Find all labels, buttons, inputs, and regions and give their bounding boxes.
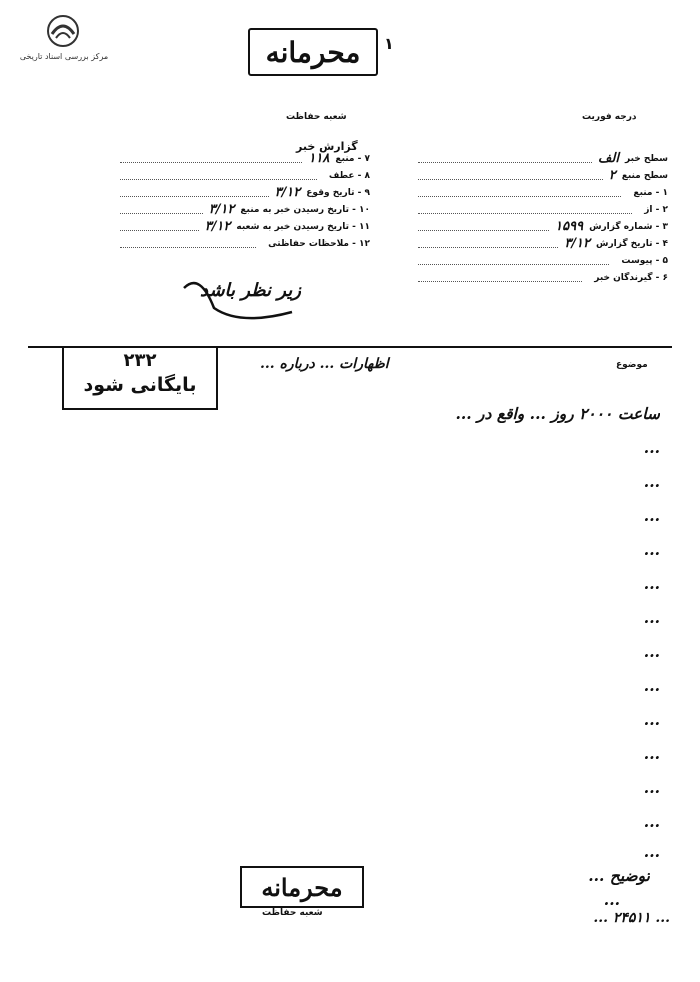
field-label: ۶ - گیرندگان خبر <box>594 272 668 283</box>
field-row <box>120 235 370 252</box>
subject-label: موضوع <box>616 360 648 370</box>
reference-line: ... ۲۴۵۱۱ ... <box>593 910 670 926</box>
field-label: ۹ - تاریخ وقوع <box>306 187 370 198</box>
body-line: ... <box>643 842 660 861</box>
field-label: ۴ - تاریخ گزارش <box>596 238 668 249</box>
confidential-stamp-bottom: محرمانه <box>240 866 364 908</box>
field-label: ۱۱ - تاریخ رسیدن خبر به شعبه <box>236 221 370 232</box>
field-row <box>120 201 370 218</box>
field-value: ۳/۱۲ <box>204 219 231 234</box>
archive-stamp-label: بایگانی شود <box>83 374 197 396</box>
body-line: ... <box>643 540 660 559</box>
field-label: ۷ - منبع <box>335 153 370 164</box>
field-value: ۳/۱۲ <box>208 202 235 217</box>
field-value: ۲ <box>608 168 616 183</box>
body-line: ... <box>643 438 660 457</box>
header-fields-left <box>120 150 370 252</box>
archive-stamp <box>62 346 218 410</box>
field-row <box>418 184 668 201</box>
marginal-note: زیر نظر باشد <box>200 280 301 301</box>
body-line: ساعت ۲۰۰۰ روز ... واقع در ... <box>455 404 660 423</box>
body-line: ... <box>643 676 660 695</box>
body-line: ... <box>643 778 660 797</box>
field-label: سطح منبع <box>621 170 668 181</box>
field-row <box>418 167 668 184</box>
field-row <box>418 201 668 218</box>
bottom-org-line: شعبه حفاظت <box>262 908 323 918</box>
body-line: ... <box>643 472 660 491</box>
page-mark: ۱ <box>384 34 394 53</box>
body-line: ... <box>643 744 660 763</box>
urgency-grade-label: درجه فوریت <box>582 112 637 122</box>
field-row <box>418 269 668 286</box>
org-line: شعبه حفاظت <box>286 112 347 122</box>
field-value: ۳/۱۲ <box>274 185 301 200</box>
field-label: ۸ - عطف <box>328 170 370 181</box>
field-label: سطح خبر <box>625 153 668 164</box>
handwritten-annotation-stroke <box>180 268 300 328</box>
field-row <box>120 167 370 184</box>
field-row <box>120 218 370 235</box>
body-line: ... <box>643 574 660 593</box>
body-line: ... <box>643 812 660 831</box>
subject-text: اظهارات ... درباره ... <box>260 356 389 372</box>
archive-logo <box>18 14 110 72</box>
header-fields-right <box>418 150 668 286</box>
closing-line: ... <box>603 890 620 909</box>
archive-logo-icon <box>46 14 80 48</box>
body-line: ... <box>643 608 660 627</box>
confidential-stamp-top: محرمانه <box>248 28 378 76</box>
field-label: ۱۰ - تاریخ رسیدن خبر به منبع <box>240 204 370 215</box>
closing-line: توضیح ... <box>588 866 650 885</box>
field-row <box>120 184 370 201</box>
body-line: ... <box>643 506 660 525</box>
archive-stamp-number: ۲۳۲ <box>123 350 157 371</box>
field-row <box>120 150 370 167</box>
report-title: گزارش خبر <box>296 140 358 153</box>
field-label: ۵ - پیوست <box>621 255 668 266</box>
field-value: الف <box>597 151 619 166</box>
body-line: ... <box>643 710 660 729</box>
body-line: ... <box>643 642 660 661</box>
field-label: ۱۲ - ملاحظات حفاظتی <box>268 238 370 249</box>
field-label: ۱ - منبع <box>633 187 668 198</box>
field-row <box>418 218 668 235</box>
field-label: ۲ - از <box>644 204 668 215</box>
logo-text: مرکز بررسی اسناد تاریخی <box>19 52 109 61</box>
field-value: ۱۱۸ <box>308 151 330 166</box>
field-value: ۳/۱۲ <box>564 236 591 251</box>
field-row <box>418 252 668 269</box>
field-label: ۳ - شماره گزارش <box>589 221 668 232</box>
field-row <box>418 235 668 252</box>
field-value: ۱۵۹۹ <box>555 219 584 234</box>
field-row <box>418 150 668 167</box>
